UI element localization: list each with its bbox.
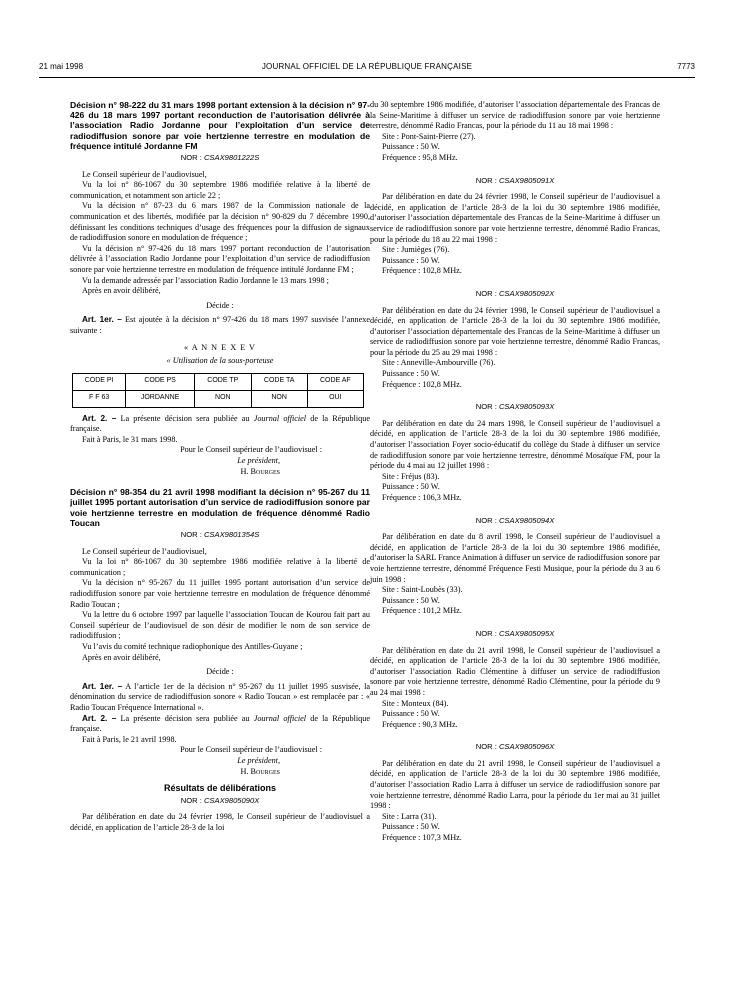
- deliberation-block: [370, 629, 660, 730]
- site-line: Site : Anneville-Ambourville (76).: [382, 358, 496, 368]
- resultats-text: Par délibération en date du 24 février 1998, le Conseil supérieur de l’audiovisuel a décidé, en application de l’article 28-3 de la loi: [70, 812, 370, 832]
- resultats-heading: Résultats de délibérations: [163, 783, 277, 794]
- frequency-line: Fréquence : 102,8 MHz.: [382, 266, 462, 276]
- decision2-para: Vu la lettre du 6 octobre 1997 par laquelle l’association Toucan de Kourou fait part au Conseil supérieur de l’audiovisuel de son désir de modifier le nom de son service de radiodiffusion ;: [70, 610, 370, 641]
- deliberation-nor: NOR : CSAX9805091X: [475, 175, 555, 185]
- decision1-para: Vu la décision n° 97-426 du 18 mars 1997 portant reconduction de l’autorisation délivrée à l’association Radio Jordanne pour l’exploitation d’un service de radiodiffusion sonore par voie hertzienne terrestre en modulation de fréquence intitulé Jordanne FM ;: [70, 243, 370, 274]
- decision2-fait: Fait à Paris, le 21 avril 1998.: [82, 734, 177, 744]
- header-journal-title: JOURNAL OFFICIEL DE LA RÉPUBLIQUE FRANÇAISE: [261, 62, 473, 71]
- deliberation-nor: NOR : CSAX9805096X: [475, 742, 555, 752]
- decision1-signature-name: H. Bourges: [240, 466, 280, 476]
- decision2-para: Après en avoir délibéré,: [82, 652, 161, 662]
- power-line: Puissance : 50 W.: [382, 822, 440, 832]
- decision2-decide: Décide :: [206, 667, 234, 677]
- decision1-para: Vu la décision n° 87-23 du 6 mars 1987 de la Commission nationale de la communication et des libertés, modifiée par la décision n° 90-829 du 7 décembre 1990, définissant les conditions techniques d’usage des fréquences pour la diffusion de signaux de radiodiffusion sonore en modulation de fréquence ;: [70, 201, 370, 243]
- continued-text: du 30 septembre 1986 modifiée, d’autoriser l’association départementale des Francas de la Seine-Maritime à diffuser un service de radiodiffusion sonore par voie hertzienne terrestre, dénommé Radio Francas, pour la période du 11 au 18 mai 1998 :: [370, 100, 660, 131]
- site-line: Site : Monteux (84).: [382, 698, 449, 708]
- annex-title: « A N N E X E V: [184, 342, 256, 352]
- deliberation-nor: NOR : CSAX9805094X: [475, 515, 555, 525]
- decision1-fait: Fait à Paris, le 31 mars 1998.: [82, 434, 178, 444]
- table-cell: NON: [194, 390, 251, 407]
- power-line: Puissance : 50 W.: [382, 482, 440, 492]
- frequency-line: Fréquence : 102,8 MHz.: [382, 379, 462, 389]
- table-cell: JORDANNE: [126, 390, 195, 407]
- deliberation-block: [370, 289, 660, 390]
- decision2-signature-name: H. Bourges: [240, 766, 280, 776]
- deliberation-block: [370, 402, 660, 503]
- power-line: Puissance : 50 W.: [382, 709, 440, 719]
- table-header-cell: CODE AF: [307, 373, 363, 390]
- decision2-article-2: Art. 2. – La présente décision sera publiée au Journal officiel de la République française.: [70, 713, 370, 734]
- frequency-line: Fréquence : 101,2 MHz.: [382, 606, 462, 616]
- table-header-cell: CODE PS: [126, 373, 195, 390]
- decision1-signature-for: Pour le Conseil supérieur de l’audiovisuel :: [180, 445, 322, 455]
- site-line: Site : Larra (31).: [382, 811, 437, 821]
- page-header: [39, 62, 695, 74]
- frequency-line: Fréquence : 95,8 MHz.: [382, 152, 458, 162]
- table-cell: NON: [251, 390, 307, 407]
- deliberation-text: Par délibération en date du 21 avril 1998, le Conseil supérieur de l’audiovisuel a décidé, en application de l’article 28-3 de la loi du 30 septembre 1986 modifiée, d’autoriser l’association Radio Larra à diffuser un service de radiodiffusion sonore par voie hertzienne terrestre, dénommé Radio Larra, pour la période du 1er mai au 31 juillet 1998 :: [370, 758, 660, 811]
- resultats-nor: NOR : CSAX9805090X: [180, 795, 260, 805]
- decision1-article-2: Art. 2. – La présente décision sera publiée au Journal officiel de la République française.: [70, 413, 370, 434]
- power-line: Puissance : 50 W.: [382, 369, 440, 379]
- decision2-para: Vu l’avis du comité technique radiophonique des Antilles-Guyane ;: [82, 642, 303, 652]
- deliberation-text: Par délibération en date du 24 mars 1998, le Conseil supérieur de l’audiovisuel a décidé, en application de l’article 28-3 de la loi du 30 septembre 1986 modifiée, d’autoriser l’association Foyer socio-éducatif du collège du Stade à diffuser un service de radiodiffusion sonore par voie hertzienne terrestre, dénommé Mosaïque FM, pour la période du 4 mai au 12 juillet 1998 :: [370, 418, 660, 471]
- deliberation-block: [370, 516, 660, 617]
- deliberation-text: Par délibération en date du 8 avril 1998, le Conseil supérieur de l’audiovisuel a décidé, en application de l’article 28-3 de la loi du 30 septembre 1986 modifiée, d’autoriser la SARL France Animation à diffuser un service de radiodiffusion sonore par voie hertzienne terrestre, dénommé Fréquence Festi Musique, pour la période du 3 au 6 juin 1998 :: [370, 532, 660, 584]
- deliberation-text: Par délibération en date du 24 février 1998, le Conseil supérieur de l’audiovisuel a décidé, en application de l’article 28-3 de la loi du 30 septembre 1986 modifiée, d’autoriser l’association départementale des Francas de la Seine-Maritime à diffuser un service de radiodiffusion sonore par voie hertzienne terrestre, dénommé Radio Francas, pour la période du 25 au 29 mai 1998 :: [370, 305, 660, 357]
- frequency-line: Fréquence : 107,3 MHz.: [382, 833, 462, 843]
- deliberation-text: Par délibération en date du 21 avril 1998, le Conseil supérieur de l’audiovisuel a décidé, en application de l’article 28-3 de la loi du 30 septembre 1986 modifiée, d’autoriser l’association Radio Clémentine à diffuser un service de radiodiffusion sonore par voie hertzienne terrestre, dénommé Radio Clémentine, pour la période du 9 au 24 mai 1998 :: [370, 645, 660, 697]
- frequency-line: Fréquence : 90,3 MHz.: [382, 719, 458, 729]
- decision1-para: Le Conseil supérieur de l’audiovisuel,: [82, 169, 207, 179]
- site-line: Site : Saint-Loubès (33).: [382, 585, 463, 595]
- table-header-cell: CODE PI: [73, 373, 126, 390]
- deliberation-block: [370, 742, 660, 843]
- decision1-decide: Décide :: [206, 300, 234, 310]
- power-line: Puissance : 50 W.: [382, 142, 440, 152]
- decision2-para: Vu la décision n° 95-267 du 11 juillet 1995 portant autorisation d’un service de radiodiffusion sonore par voie hertzienne terrestre en modulation de fréquence dénommé Radio Toucan ;: [70, 578, 370, 609]
- decision1-signature-role: Le président,: [237, 456, 280, 466]
- header-date: 21 mai 1998: [39, 62, 84, 71]
- power-line: Puissance : 50 W.: [382, 255, 440, 265]
- annex-table: [72, 373, 364, 408]
- annex-subtitle: « Utilisation de la sous-porteuse: [166, 356, 274, 366]
- deliberation-nor: NOR : CSAX9805092X: [475, 288, 555, 298]
- deliberation-nor: NOR : CSAX9805095X: [475, 628, 555, 638]
- decision1-nor: NOR : CSAX9801222S: [180, 153, 260, 163]
- right-column: [370, 100, 660, 844]
- left-column: [70, 100, 370, 834]
- decision2-nor: NOR : CSAX9801354S: [180, 530, 260, 540]
- decision1-para: Vu la demande adressée par l’association Radio Jordanne le 13 mars 1998 ;: [82, 275, 329, 285]
- decision2-para: Le Conseil supérieur de l’audiovisuel,: [82, 546, 207, 556]
- table-header-cell: CODE TP: [194, 373, 251, 390]
- table-header-cell: CODE TA: [251, 373, 307, 390]
- site-line: Site : Fréjus (83).: [382, 471, 440, 481]
- decision1-article-1: Art. 1er. – Est ajoutée à la décision n° 97-426 du 18 mars 1997 susvisée l’annexe suivante :: [70, 315, 370, 335]
- decision2-article-1: Art. 1er. – A l’article 1er de la décision n° 95-267 du 11 juillet 1995 susvisée, la dénomination du service de radiodiffusion sonore « Radio Toucan » est remplacée par : « Radio Toucan Fréquence International ».: [70, 681, 370, 712]
- decision1-title: Décision n° 98-222 du 31 mars 1998 portant extension à la décision n° 97-426 du 18 mars 1997 portant reconduction de l’autorisation délivrée à l’association Radio Jordanne pour l’exploitation d’un service de radiodiffusion sonore par voie hertzienne terrestre en modulation de fréquence intitulé Jordanne FM: [70, 100, 370, 151]
- power-line: Puissance : 50 W.: [382, 595, 440, 605]
- deliberation-text: Par délibération en date du 24 février 1998, le Conseil supérieur de l’audiovisuel a décidé, en application de l’article 28-3 de la loi du 30 septembre 1986 modifiée, d’autoriser l’association départementale des Francas de la Seine-Maritime à diffuser un service de radiodiffusion sonore par voie hertzienne terrestre, dénommé Radio Francas, pour la période du 18 au 22 mai 1998 :: [370, 192, 660, 244]
- decision2-signature-role: Le président,: [237, 755, 280, 765]
- decision1-para: Vu la loi n° 86-1067 du 30 septembre 1986 modifiée relative à la liberté de communication, et notamment son article 22 ;: [70, 180, 370, 200]
- deliberation-nor: NOR : CSAX9805093X: [475, 402, 555, 412]
- header-page-number: 7773: [677, 62, 695, 71]
- decision2-signature-for: Pour le Conseil supérieur de l’audiovisuel :: [180, 745, 322, 755]
- site-line: Site : Pont-Saint-Pierre (27).: [382, 131, 476, 141]
- header-rule: [39, 77, 695, 78]
- table-cell: OUI: [307, 390, 363, 407]
- decision1-para: Après en avoir délibéré,: [82, 286, 161, 296]
- site-line: Site : Jumièges (76).: [382, 245, 450, 255]
- decision2-title: Décision n° 98-354 du 21 avril 1998 modifiant la décision n° 95-267 du 11 juillet 1995 portant autorisation d’un service de radiodiffusion sonore par voie hertzienne terrestre en modulation de fréquence dénommé Radio Toucan: [70, 487, 370, 528]
- decision2-para: Vu la loi n° 86-1067 du 30 septembre 1986 modifiée relative à la liberté de communication ;: [70, 557, 370, 577]
- table-cell: F F 63: [73, 390, 126, 407]
- deliberation-block: [370, 176, 660, 277]
- frequency-line: Fréquence : 106,3 MHz.: [382, 493, 462, 502]
